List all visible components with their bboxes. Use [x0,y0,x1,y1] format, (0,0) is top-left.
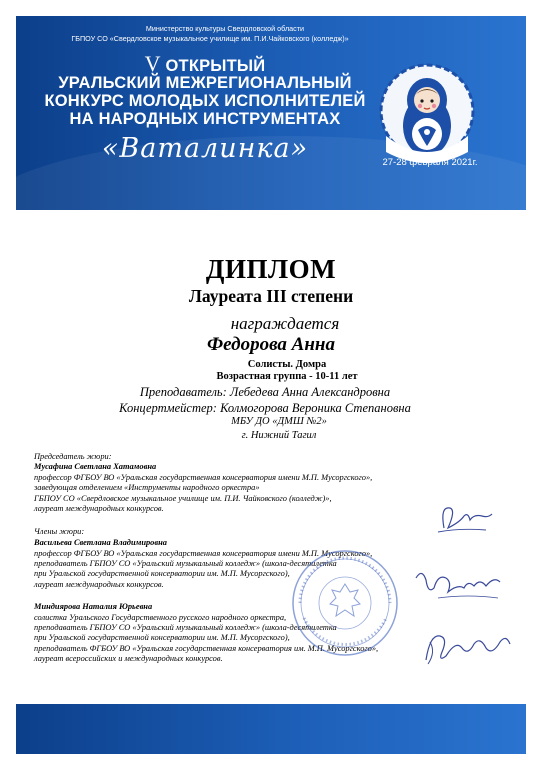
jury-chair-line: заведующая отделением «Инструменты народного оркестра» [34,483,260,492]
category: Солисты. Домра [247,359,327,370]
jury-chair-heading: Председатель жюри: [34,452,112,461]
footer-band [16,704,526,754]
member2-signature [416,622,516,672]
awarded-label: награждается [230,314,340,333]
jury-member-name: Миндиярова Наталия Юрьевна [34,602,153,611]
jury-member-line: преподаватель ГБПОУ СО «Уральский музыкальный колледж» (школа-десятилетка [34,559,337,568]
laureate-degree: Лауреата III степени [188,286,354,306]
contest-title-line4: НА НАРОДНЫХ ИНСТРУМЕНТАХ [69,110,341,128]
jury-member-line: при Уральской государственной консерватории им. М.П. Мусоргского), [34,633,290,642]
jury-members-heading: Члены жюри: [34,527,85,536]
jury-chair-name: Мусафина Светлана Хатамовна [34,462,157,471]
jury-member-line: лауреат международных конкурсов. [34,580,164,589]
jury-chair-line: профессор ФГБОУ ВО «Уральская государственная консерватория имени М.П. Мусоргского», [34,473,373,482]
age-group: Возрастная группа - 10-11 лет [216,371,358,382]
diploma-heading: ДИПЛОМ [205,254,337,284]
recipient-name: Федорова Анна [207,334,335,355]
jury-member-line: солистка Уральского Государственного русского народного оркестра, [34,613,287,622]
jury-member-line: преподаватель ФГБОУ ВО «Уральская государственная консерватория им. М.П. Мусоргского», [34,644,379,653]
jury-member-line: при Уральской государственной консерватории им. М.П. Мусоргского), [34,569,290,578]
chair-signature [430,498,500,538]
jury-member-name: Васильева Светлана Владимировна [34,538,167,547]
contest-dates: 27-28 февраля 2021г. [382,157,478,168]
teacher: Преподаватель: Лебедева Анна Александровна [139,385,391,399]
jury-member-line: преподаватель ГБПОУ СО «Уральский музыкальный колледж» (школа-десятилетка [34,623,337,632]
jury-chair-line: ГБПОУ СО «Свердловское музыкальное училище им. П.И. Чайковского (колледж)», [34,494,332,503]
jury-member-line: лауреат всероссийских и международных конкурсов. [34,654,223,663]
jury-member-line: профессор ФГБОУ ВО «Уральская государственная консерватория имени М.П. Мусоргского», [34,549,373,558]
college-line: ГБПОУ СО «Свердловское музыкальное училище им. П.И.Чайковского (колледж)» [71,34,349,43]
ministry-line: Министерство культуры Свердловской области [145,24,305,33]
jury-chair-line: лауреат международных конкурсов. [34,504,164,513]
official-seal [290,548,400,658]
city: г. Нижний Тагил [241,430,317,441]
contest-title-line1: V ОТКРЫТЫЙ [144,51,266,76]
contest-edition-numeral: V [144,51,161,76]
contest-title-line2: УРАЛЬСКИЙ МЕЖРЕГИОНАЛЬНЫЙ [58,74,352,92]
contest-title-line3: КОНКУРС МОЛОДЫХ ИСПОЛНИТЕЛЕЙ [44,92,366,110]
school: МБУ ДО «ДМШ №2» [231,416,327,427]
member1-signature [408,564,508,610]
accompanist: Концертмейстер: Колмогорова Вероника Степановна [119,401,411,415]
contest-name: «Ваталинка» [101,133,309,164]
